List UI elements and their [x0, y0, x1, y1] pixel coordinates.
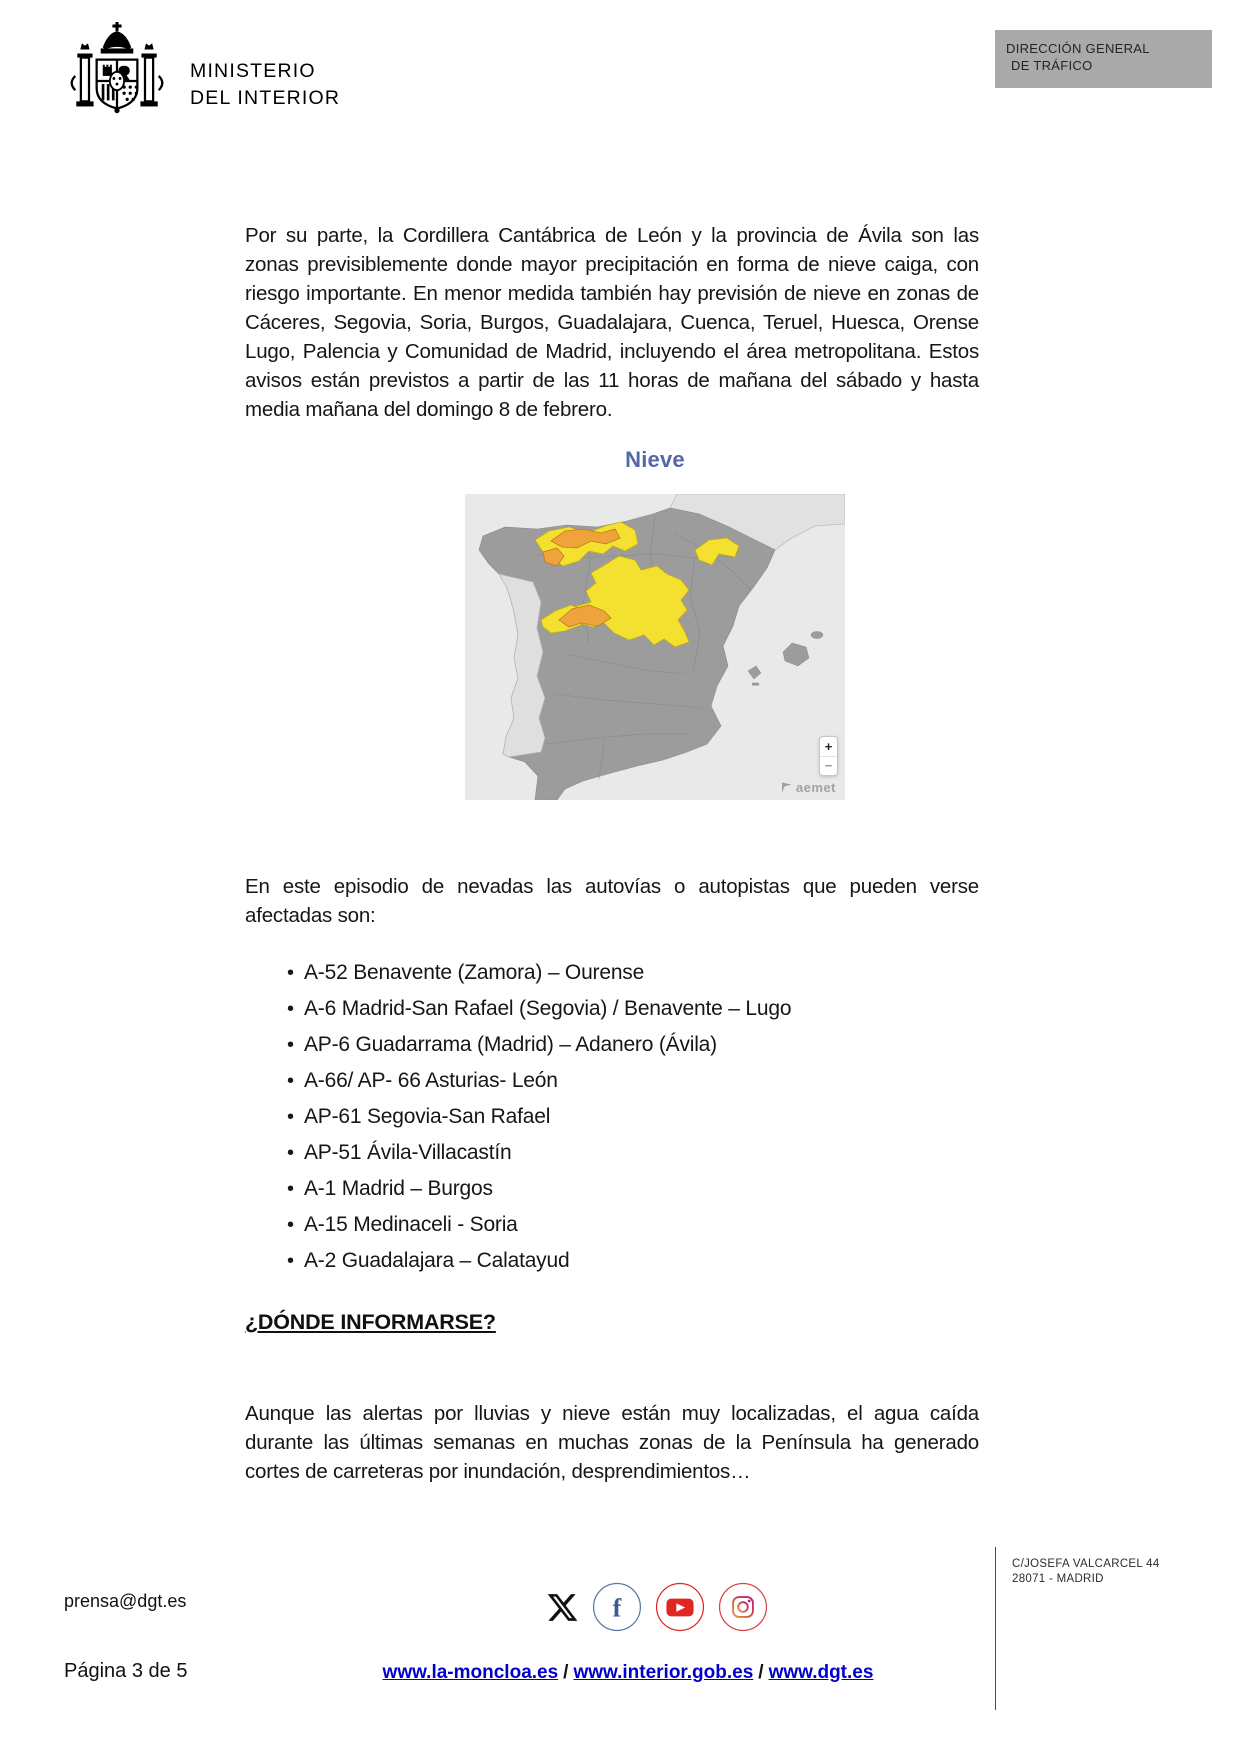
- highway-label: A-1 Madrid – Burgos: [304, 1177, 493, 1200]
- map-zoom-out-button[interactable]: −: [820, 756, 837, 776]
- spain-map-image: [465, 494, 845, 800]
- spain-coat-of-arms-logo: [60, 20, 174, 147]
- bullet-icon: •: [287, 997, 294, 1020]
- ministry-line2: DEL INTERIOR: [190, 87, 341, 109]
- aemet-warning-map: [465, 494, 845, 800]
- list-item: [287, 991, 791, 1027]
- press-email: prensa@dgt.es: [64, 1591, 187, 1611]
- bullet-icon: •: [287, 1249, 294, 1272]
- address-line2: 28071 - MADRID: [1012, 1573, 1104, 1585]
- paragraph-highways-intro: En este episodio de nevadas las autovías o autopistas que pueden verse afectadas son:: [245, 874, 979, 927]
- page-number: Página 3 de 5: [64, 1660, 188, 1682]
- bullet-icon: •: [287, 1141, 294, 1164]
- map-zoom-in-button[interactable]: +: [824, 738, 833, 754]
- division-line1: DIRECCIÓN GENERAL: [1006, 41, 1150, 56]
- ministry-name: [190, 58, 340, 112]
- link-separator: /: [758, 1662, 764, 1683]
- social-icons-row: [546, 1582, 768, 1632]
- link-la-moncloa[interactable]: www.la-moncloa.es: [382, 1662, 559, 1683]
- bullet-icon: •: [287, 1033, 294, 1056]
- link-dgt[interactable]: www.dgt.es: [768, 1662, 874, 1683]
- bullet-icon: •: [287, 961, 294, 984]
- youtube-icon[interactable]: [655, 1582, 705, 1632]
- highway-label: A-6 Madrid-San Rafael (Segovia) / Benavente – Lugo: [304, 997, 792, 1020]
- map-title: Nieve: [625, 447, 685, 472]
- highways-list: [287, 955, 791, 1279]
- list-item: [287, 1207, 791, 1243]
- map-zoom-control: [819, 736, 838, 776]
- x-twitter-icon[interactable]: [546, 1591, 579, 1624]
- highway-label: A-2 Guadalajara – Calatayud: [304, 1249, 570, 1272]
- section-heading-where-to-get-info: ¿DÓNDE INFORMARSE?: [245, 1310, 496, 1334]
- instagram-icon[interactable]: [718, 1582, 768, 1632]
- aemet-watermark: [780, 780, 836, 795]
- list-item: [287, 1099, 791, 1135]
- division-line2: DE TRÁFICO: [1011, 58, 1093, 73]
- list-item: [287, 1027, 791, 1063]
- list-item: [287, 1171, 791, 1207]
- highway-label: AP-51 Ávila-Villacastín: [304, 1141, 512, 1164]
- list-item: [287, 1063, 791, 1099]
- svg-text:f: f: [612, 1593, 622, 1623]
- aemet-watermark-text: aemet: [795, 780, 836, 795]
- highway-label: AP-61 Segovia-San Rafael: [304, 1105, 551, 1128]
- highway-label: A-15 Medinaceli - Soria: [304, 1213, 518, 1236]
- list-item: [287, 1135, 791, 1171]
- bullet-icon: •: [287, 1213, 294, 1236]
- footer-divider-line: [995, 1547, 996, 1710]
- address-line1: C/JOSEFA VALCARCEL 44: [1012, 1558, 1160, 1570]
- link-separator: /: [563, 1662, 569, 1683]
- list-item: [287, 1243, 791, 1279]
- highway-label: A-66/ AP- 66 Asturias- León: [304, 1069, 558, 1092]
- aemet-flag-icon: [780, 781, 793, 794]
- list-item: [287, 955, 791, 991]
- bullet-icon: •: [287, 1105, 294, 1128]
- highway-label: AP-6 Guadarrama (Madrid) – Adanero (Ávila): [304, 1033, 717, 1056]
- highway-label: A-52 Benavente (Zamora) – Ourense: [304, 961, 645, 984]
- bullet-icon: •: [287, 1069, 294, 1092]
- paragraph-snow-forecast: Por su parte, la Cordillera Cantábrica de León y la provincia de Ávila son las zonas previsiblemente donde mayor precipitación en forma de nieve caiga, con riesgo importante. En menor medida también hay previsión de nieve en zonas de Cáceres, Segovia, Soria, Burgos, Guadalajara, Cuenca, Teruel, Huesca, Orense Lugo, Palencia y Comunidad de Madrid, incluyendo el área metropolitana. Estos avisos están previstos a partir de las 11 horas de mañana del sábado y hasta media mañana del domingo 8 de febrero.: [245, 223, 979, 421]
- paragraph-alerts-localized: Aunque las alertas por lluvias y nieve están muy localizadas, el agua caída durante las últimas semanas en muchas zonas de la Península ha generado cortes de carreteras por inundación, desprendimientos…: [245, 1401, 979, 1483]
- bullet-icon: •: [287, 1177, 294, 1200]
- footer-links: [260, 1662, 996, 1684]
- division-banner: [995, 30, 1212, 88]
- facebook-icon[interactable]: [592, 1582, 642, 1632]
- office-address: [1012, 1557, 1160, 1587]
- link-interior-gob[interactable]: www.interior.gob.es: [573, 1662, 754, 1683]
- ministry-line1: MINISTERIO: [190, 60, 316, 82]
